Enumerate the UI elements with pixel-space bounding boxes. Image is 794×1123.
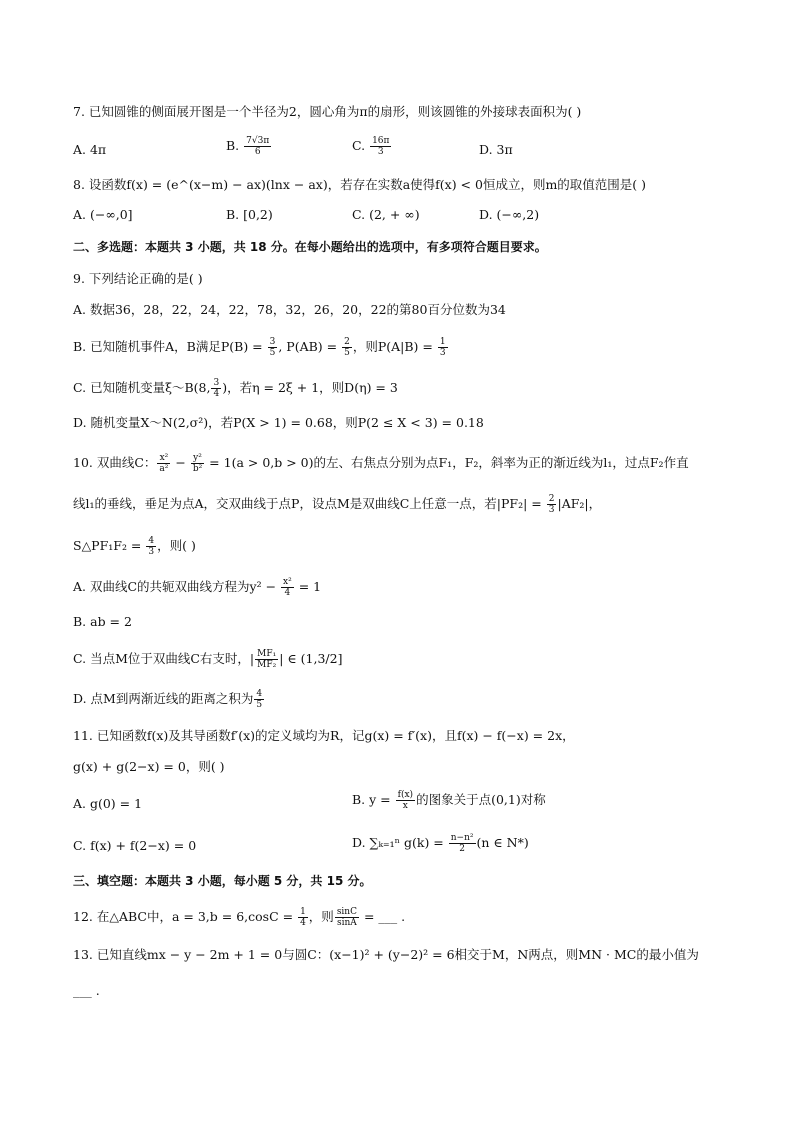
q7-b-fraction [244,136,271,157]
q12-f2n: sinC [336,907,357,917]
q7-option-c [352,136,392,157]
q10-line1: 10. 双曲线C： $\frac{\text{x²}}{\text{a²}}$ − $\frac{\text{y²}}{\text{b²}}$ = 1(a > 0,b > 0)的左、右焦点分别为点F₁，F₂，斜率为正的渐近线为l₁，过点F₂作直 [73,453,689,474]
q10-option-a [73,577,321,598]
q9-option-a: A. 数据36，28，22，24，22，78，32，26，20，22的第80百分位数为34 [73,302,506,317]
q7-option-a: A. 4π [73,142,107,157]
q10-a-fn: x² [283,577,292,587]
q10-a-fd: 4 [284,588,291,598]
q13-line2: ___ . [73,983,100,998]
q10-option-d [73,689,265,710]
q7-c-fraction [370,136,391,157]
q10-c-fn: MF₁ [257,649,277,659]
q7-stem: 7. 已知圆锥的侧面展开图是一个半径为2，圆心角为π的扇形，则该圆锥的外接球表面积为( ) [73,104,582,119]
q9-option-b [73,337,449,358]
q8-option-c: C. (2, + ∞) [352,207,420,222]
q10-a-frac [281,577,294,598]
section-2-heading: 二、多选题：本题共 3 小题，共 18 分。在每小题给出的选项中，有多项符合题目要求。 [73,240,547,254]
q11-line2: g(x) + g(2−x) = 0，则( ) [73,759,225,774]
q10-l2-frac [547,494,557,515]
q9-b-f2d: 5 [344,348,350,358]
q9-option-c [73,378,398,399]
q9-option-d: D. 随机变量X～N(2,σ²)，若P(X > 1) = 0.68，则P(2 ≤ X < 3) = 0.18 [73,415,484,430]
q10-l3-tail: ，则( ) [157,538,196,553]
q11-b-tail: 的图象关于点(0,1)对称 [416,792,546,807]
q12-frac1 [298,907,308,928]
q7-option-b [226,136,272,157]
q10-c-frac [255,649,278,670]
q9-b-f3d: 3 [439,348,446,358]
q9-b-frac1 [268,337,278,358]
q9-b-frac3 [438,337,448,358]
q12-fd: 4 [300,918,306,928]
q11-option-b [352,790,546,811]
q9-b-mid: , P(AB) = [278,339,342,354]
q9-b-text: B. 已知随机事件A，B满足P(B) = [73,339,267,354]
q11-option-a: A. g(0) = 1 [73,796,143,811]
q9-b-f2n: 2 [344,337,350,347]
q13-line1: 13. 已知直线mx − y − 2m + 1 = 0与圆C：(x−1)² + (y−2)² = 6相交于M，N两点，则MN · MC的最小值为 [73,947,699,962]
q9-b-f1n: 3 [269,337,276,347]
q11-option-d [352,833,529,854]
q10-c-head: C. 当点M位于双曲线C右支时，| [73,651,255,666]
q11-d-tail: (n ∈ N*) [476,835,529,850]
q10-d-fd: 5 [256,700,263,710]
q12-mid: ，则 [308,909,334,924]
q11-d-frac [449,833,476,854]
q8-option-b: B. [0,2) [226,207,273,222]
q7-c-den: 3 [377,147,384,157]
q10-l3-fd: 3 [148,547,155,557]
q11-line1: 11. 已知函数f(x)及其导函数f′(x)的定义域均为R，记g(x) = f′(x)，且f(x) − f(−x) = 2x， [73,728,575,743]
q11-d-fn: n−n² [450,833,474,843]
q10-option-b: B. ab = 2 [73,614,132,629]
q10-c-fd: MF₂ [257,660,277,670]
q8-stem: 8. 设函数f(x) = (e^(x−m) − ax)(lnx − ax)，若存在实数a使得f(x) < 0恒成立，则m的取值范围是( ) [73,177,647,192]
q7-b-num: 7√3π [246,136,270,146]
q11-b-fn: f(x) [397,790,414,800]
q10-l2-fd: 3 [548,505,555,515]
q10-d-frac [254,689,264,710]
q10-b2: b² [192,464,203,474]
q10-l3-frac [146,536,156,557]
q12-line [73,907,405,928]
q7-b-den: 6 [254,147,261,157]
q7-option-d: D. 3π [479,142,513,157]
q10-a-tail: = 1 [294,579,322,594]
q9-b-f1d: 5 [269,348,276,358]
q11-b-fd: x [402,801,408,811]
q8-option-d: D. (−∞,2) [479,207,540,222]
q11-d-head: D. ∑ₖ₌₁ⁿ g(k) = [352,835,448,850]
q10-l1-tail: = 1(a > 0,b > 0)的左、右焦点分别为点F₁，F₂，斜率为正的渐近线为l₁，过点F₂作直 [205,455,689,470]
q10-line3 [73,536,196,557]
q10-l3-head: S△PF₁F₂ = [73,538,146,553]
q10-l2-tail: |AF₂|， [557,496,602,511]
q9-b-f3n: 1 [439,337,446,347]
q9-c-frac [211,378,221,399]
section-3-heading: 三、填空题：本题共 3 小题，每小题 5 分，共 15 分。 [73,874,372,888]
q10-y2: y² [191,453,204,464]
q12-tail: = ___ . [360,909,406,924]
q10-l2-fn: 2 [548,494,555,504]
q10-x2: x² [157,453,170,464]
q11-b-head: B. y = [352,792,395,807]
q7-c-label: C. [352,138,366,153]
q10-l1-head: 10. 双曲线C： [73,455,157,470]
q7-b-label: B. [226,138,240,153]
q9-b-frac2 [342,337,352,358]
q9-c-fd: 4 [213,389,220,399]
q9-c-tail: )，若η = 2ξ + 1，则D(η) = 3 [222,380,398,395]
q7-c-num: 16π [372,136,390,146]
q10-option-c [73,649,342,670]
q12-head: 12. 在△ABC中，a = 3,b = 6,cosC = [73,909,298,924]
q12-frac2 [335,907,359,928]
q12-f2d: sinA [337,918,357,928]
q11-b-frac [396,790,415,811]
q10-a2: a² [159,464,169,474]
q9-c-text: C. 已知随机变量ξ～B(8, [73,380,211,395]
q10-c-tail: | ∈ (1,3/2] [279,651,343,666]
q10-line2 [73,494,601,515]
q9-b-mid2: ，则P(A|B) = [352,339,437,354]
q9-c-fn: 3 [213,378,220,388]
q10-d-head: D. 点M到两渐近线的距离之积为 [73,691,254,706]
q10-frac-x2a2 [157,453,170,474]
q12-fn: 1 [300,907,306,917]
q10-a-head: A. 双曲线C的共轭双曲线方程为y² − [73,579,281,594]
q10-l2-head: 线l₁的垂线，垂足为点A，交双曲线于点P，设点M是双曲线C上任意一点，若|PF₂| = [73,496,546,511]
q10-l3-fn: 4 [148,536,155,546]
q8-option-a: A. (−∞,0] [73,207,133,222]
q10-frac-y2b2 [191,453,204,474]
q11-d-fd: 2 [459,844,465,854]
q9-stem: 9. 下列结论正确的是( ) [73,271,203,286]
q11-option-c: C. f(x) + f(2−x) = 0 [73,838,197,853]
q10-d-fn: 4 [256,689,263,699]
